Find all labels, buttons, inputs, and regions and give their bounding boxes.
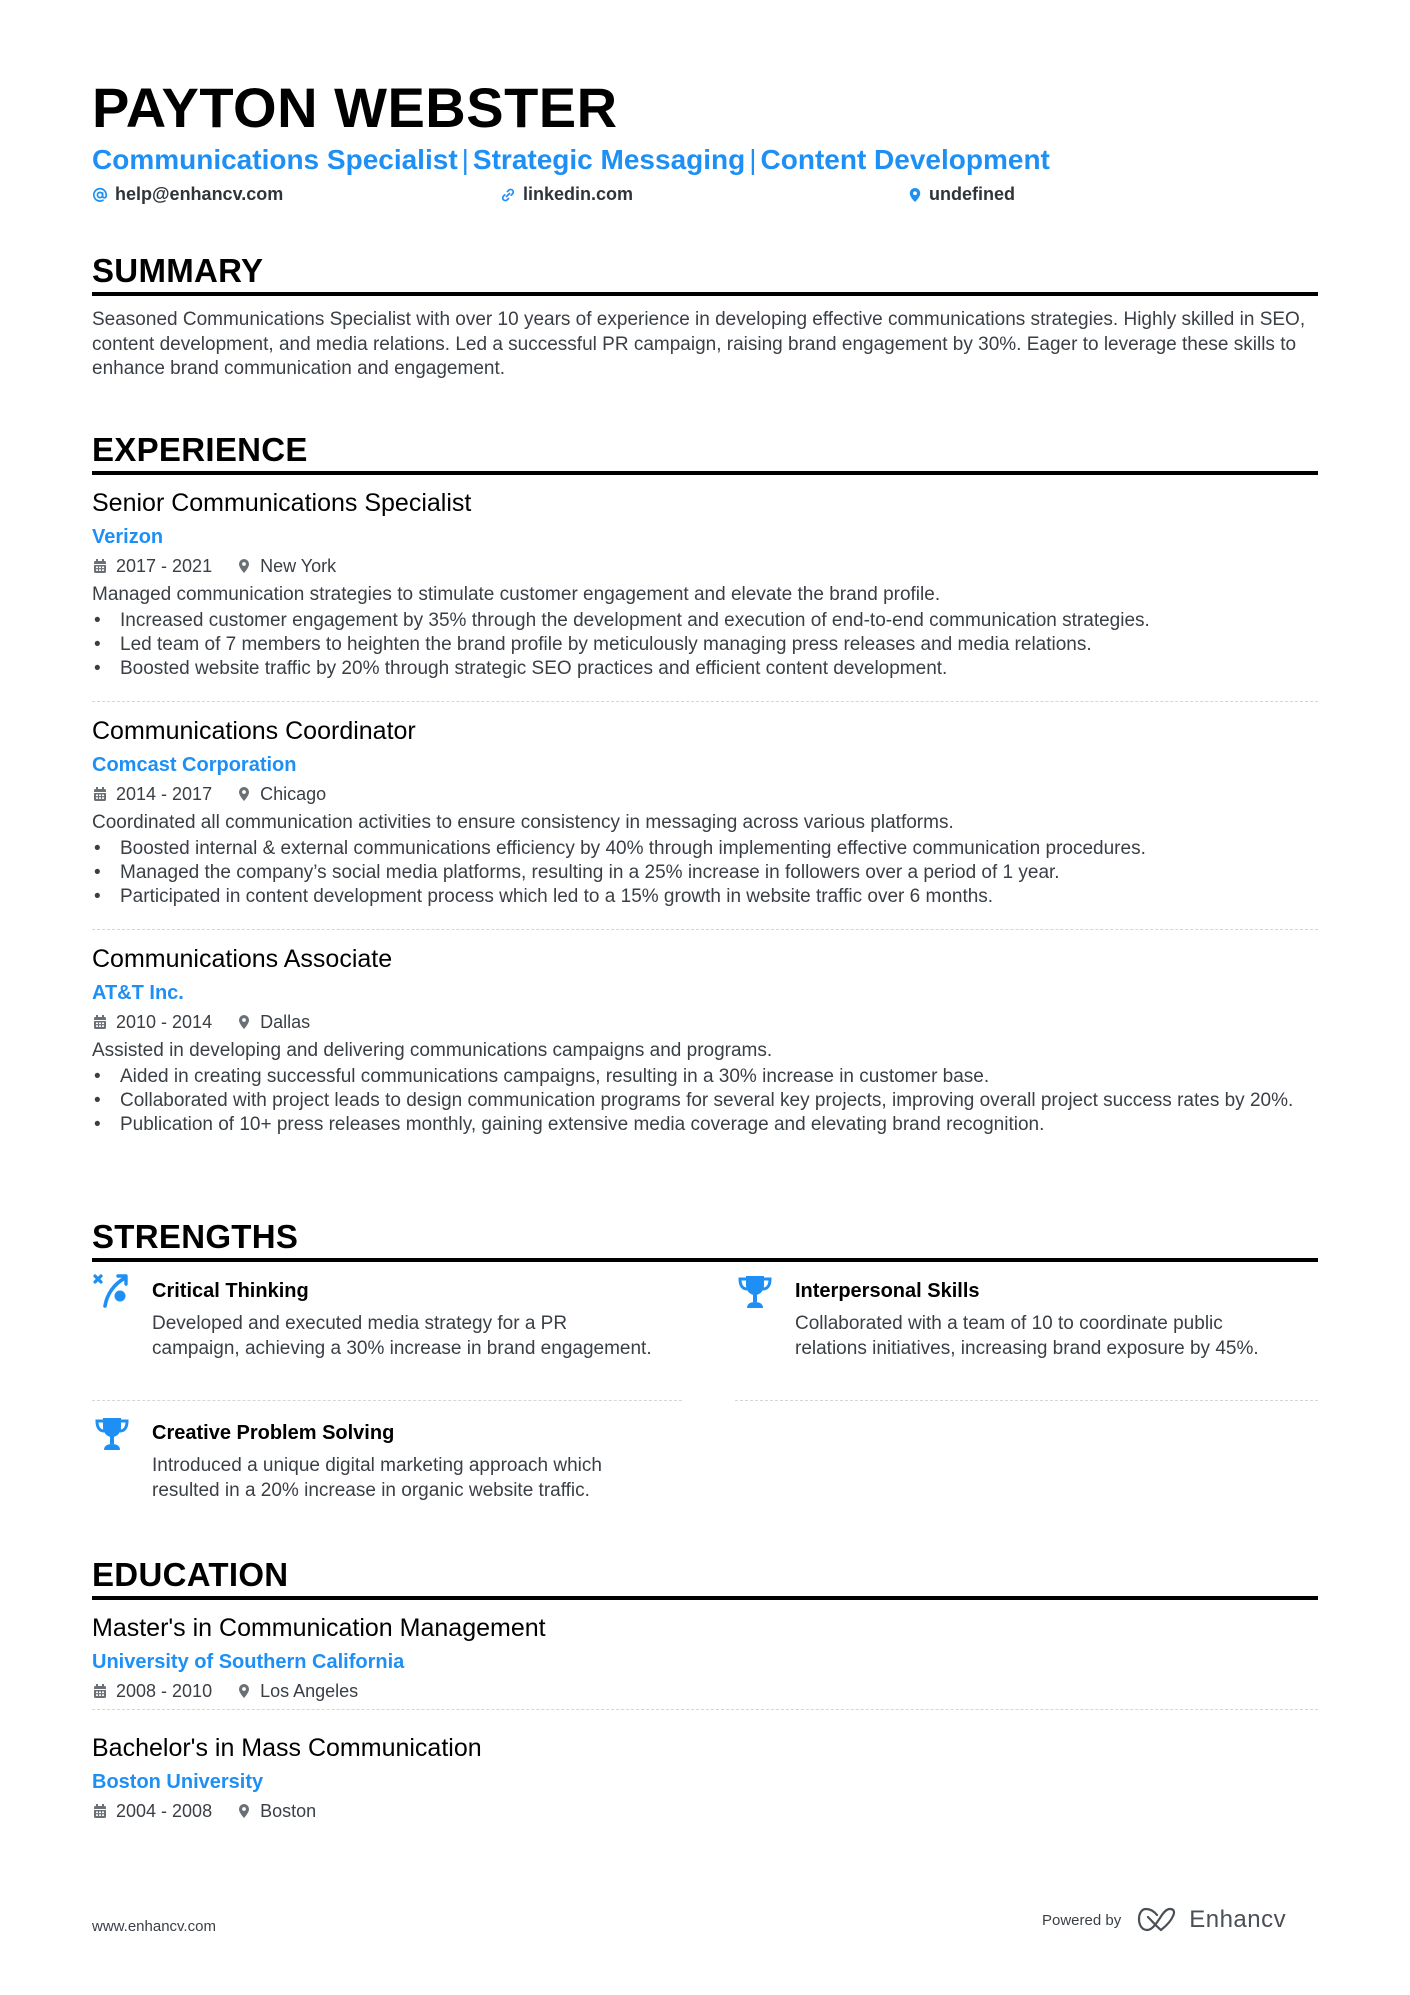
job-dates: 2014 - 2017	[116, 784, 213, 804]
section-rule	[92, 292, 1318, 296]
strength-title: Creative Problem Solving	[152, 1422, 395, 1444]
job-description: Coordinated all communication activities to ensure consistency in messaging across various platforms.	[92, 812, 954, 833]
education-meta	[92, 1798, 1318, 1824]
location-pin-icon	[908, 186, 922, 204]
job-location: Chicago	[260, 784, 327, 804]
job-meta	[92, 553, 1318, 579]
job-meta	[92, 1009, 1318, 1035]
job-location: Dallas	[260, 1012, 311, 1032]
strength-description: Developed and executed media strategy for a PR campaign, achieving a 30% increase in brand engagement.	[152, 1313, 652, 1359]
section-rule	[92, 471, 1318, 475]
enhancv-logo	[1137, 1906, 1286, 1934]
job-description: Managed communication strategies to stimulate customer engagement and elevate the brand profile.	[92, 584, 941, 605]
strength-divider	[92, 1400, 682, 1401]
company-name[interactable]: AT&T Inc.	[92, 982, 184, 1004]
tagline-focus-2: Content Development	[760, 144, 1050, 175]
education-dates: 2004 - 2008	[116, 1801, 213, 1821]
education-location: Boston	[260, 1801, 317, 1821]
strength-title: Interpersonal Skills	[795, 1280, 980, 1302]
contact-bar	[92, 184, 1318, 208]
degree-title: Bachelor's in Mass Communication	[92, 1734, 482, 1762]
strategy-play-icon	[92, 1272, 132, 1312]
section-rule	[92, 1596, 1318, 1600]
job-location: New York	[260, 556, 337, 576]
bullet-item: • Boosted internal & external communications efficiency by 40% through implementing effective communication procedures.	[92, 837, 1318, 861]
education-location: Los Angeles	[260, 1681, 359, 1701]
education-dates: 2008 - 2010	[116, 1681, 213, 1701]
experience-entry	[92, 943, 1318, 1137]
experience-entry	[92, 715, 1318, 909]
summary-text: Seasoned Communications Specialist with over 10 years of experience in developing effective communications strategies. Highly skilled in SEO, content development, and media relations. Led a successful PR campaign, raising brand engagement by 30%. Eager to leverage these skills to enhance brand communication and engagement.	[92, 309, 1306, 379]
footer-website-link[interactable]: www.enhancv.com	[92, 1918, 216, 1935]
section-title: EXPERIENCE	[92, 431, 308, 468]
experience-section-header	[92, 431, 1318, 469]
candidate-name: PAYTON WEBSTER	[92, 76, 618, 139]
calendar-icon	[92, 1803, 108, 1819]
contact-linkedin[interactable]	[500, 184, 633, 205]
strength-description: Introduced a unique digital marketing approach which resulted in a 20% increase in organic website traffic.	[152, 1455, 602, 1501]
education-entry	[92, 1612, 1318, 1704]
trophy-icon	[735, 1272, 775, 1312]
entry-divider	[92, 701, 1318, 702]
section-rule	[92, 1258, 1318, 1262]
bullet-item: • Managed the company’s social media platforms, resulting in a 25% increase in followers over a period of 1 year.	[92, 861, 1318, 885]
entry-divider	[92, 1709, 1318, 1710]
bullet-item: • Led team of 7 members to heighten the brand profile by meticulously managing press releases and media relations.	[92, 633, 1318, 657]
education-meta	[92, 1678, 1318, 1704]
section-title: EDUCATION	[92, 1556, 289, 1593]
calendar-icon	[92, 558, 108, 574]
section-title: STRENGTHS	[92, 1218, 299, 1255]
job-bullets	[92, 837, 1318, 909]
location-pin-icon	[236, 786, 252, 802]
bullet-item: • Collaborated with project leads to design communication programs for several key projects, improving overall project success rates by 20%.	[92, 1089, 1318, 1113]
brand-name: Enhancv	[1189, 1906, 1287, 1933]
company-name[interactable]: Comcast Corporation	[92, 754, 297, 776]
infinity-logo-icon	[1137, 1907, 1181, 1933]
trophy-icon	[92, 1414, 132, 1454]
job-title: Senior Communications Specialist	[92, 489, 472, 517]
entry-divider	[92, 929, 1318, 930]
calendar-icon	[92, 1014, 108, 1030]
job-dates: 2017 - 2021	[116, 556, 213, 576]
contact-email[interactable]	[92, 184, 283, 205]
bullet-item: • Boosted website traffic by 20% through strategic SEO practices and efficient content development.	[92, 657, 1318, 681]
calendar-icon	[92, 1683, 108, 1699]
tagline-separator: |	[461, 144, 469, 175]
powered-by-label: Powered by	[1042, 1911, 1122, 1929]
strengths-section-header	[92, 1218, 1318, 1256]
link-icon	[500, 186, 516, 204]
powered-by-badge[interactable]	[1042, 1906, 1286, 1934]
linkedin-text: linkedin.com	[523, 184, 634, 204]
location-pin-icon	[236, 558, 252, 574]
job-title: Communications Associate	[92, 945, 393, 973]
tagline-focus-1: Strategic Messaging	[472, 144, 746, 175]
strength-title: Critical Thinking	[152, 1280, 309, 1302]
education-entry	[92, 1732, 1318, 1824]
job-bullets	[92, 609, 1318, 681]
school-name[interactable]: Boston University	[92, 1771, 264, 1793]
experience-entry	[92, 487, 1318, 681]
job-description: Assisted in developing and delivering communications campaigns and programs.	[92, 1040, 773, 1061]
bullet-item: • Publication of 10+ press releases monthly, gaining extensive media coverage and elevating brand recognition.	[92, 1113, 1318, 1137]
school-name[interactable]: University of Southern California	[92, 1651, 405, 1673]
job-dates: 2010 - 2014	[116, 1012, 213, 1032]
job-title: Communications Coordinator	[92, 717, 416, 745]
at-icon	[92, 186, 108, 204]
tagline-separator: |	[749, 144, 757, 175]
job-bullets	[92, 1065, 1318, 1137]
company-name[interactable]: Verizon	[92, 526, 164, 548]
bullet-item: • Increased customer engagement by 35% through the development and execution of end-to-end communication strategies.	[92, 609, 1318, 633]
summary-section-header	[92, 252, 1318, 290]
tagline	[92, 142, 1050, 178]
degree-title: Master's in Communication Management	[92, 1614, 546, 1642]
location-text: undefined	[929, 184, 1015, 204]
section-title: SUMMARY	[92, 252, 264, 289]
calendar-icon	[92, 786, 108, 802]
location-pin-icon	[236, 1803, 252, 1819]
education-section-header	[92, 1556, 1318, 1594]
strength-divider	[735, 1400, 1318, 1401]
job-meta	[92, 781, 1318, 807]
location-pin-icon	[236, 1683, 252, 1699]
strength-description: Collaborated with a team of 10 to coordinate public relations initiatives, increasing brand exposure by 45%.	[795, 1313, 1259, 1359]
bullet-item: • Participated in content development process which led to a 15% growth in website traffic over 6 months.	[92, 885, 1318, 909]
location-pin-icon	[236, 1014, 252, 1030]
contact-location	[908, 184, 1015, 205]
email-text: help@enhancv.com	[115, 184, 284, 204]
bullet-item: • Aided in creating successful communications campaigns, resulting in a 30% increase in customer base.	[92, 1065, 1318, 1089]
tagline-role: Communications Specialist	[92, 144, 458, 175]
